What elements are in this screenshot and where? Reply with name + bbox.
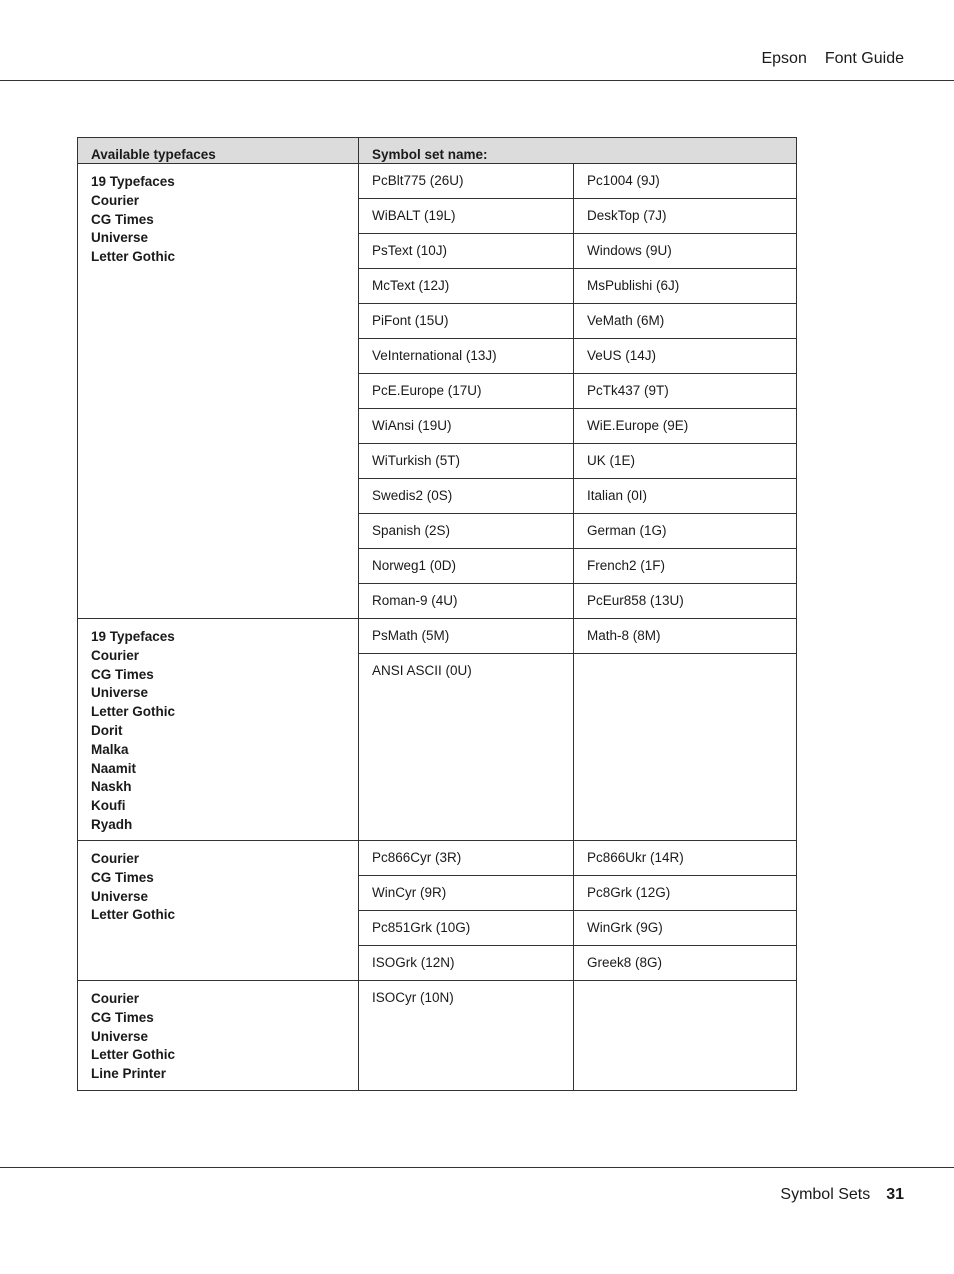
symbol-set-cell: Norweg1 (0D) xyxy=(359,549,574,584)
typeface-name: CG Times xyxy=(91,211,154,227)
typeface-name: Courier xyxy=(91,991,140,1006)
typeface-list-cell xyxy=(78,841,359,981)
typeface-name: CG Times xyxy=(91,666,154,682)
symbol-set-cell xyxy=(574,981,797,1091)
symbol-set-cell: MsPublishi (6J) xyxy=(574,269,797,304)
typeface-name: 19 Typefaces xyxy=(91,629,175,644)
col-header-typefaces: Available typefaces xyxy=(78,138,359,164)
symbol-set-cell: WiTurkish (5T) xyxy=(359,444,574,479)
symbol-set-cell: French2 (1F) xyxy=(574,549,797,584)
typeface-name: Letter Gothic xyxy=(91,704,176,720)
typeface-name: Universe xyxy=(91,685,149,701)
symbol-set-cell: Italian (0I) xyxy=(574,479,797,514)
typeface-name: Universe xyxy=(91,888,149,904)
typeface-name: Line Printer xyxy=(91,1066,167,1082)
typeface-name: Dorit xyxy=(91,722,123,738)
typeface-name: Letter Gothic xyxy=(91,1047,176,1063)
typeface-name: Malka xyxy=(91,741,129,757)
typeface-list-cell xyxy=(78,164,359,619)
typeface-list-cell xyxy=(78,619,359,841)
table-row xyxy=(78,619,797,654)
symbol-set-cell: Roman-9 (4U) xyxy=(359,584,574,619)
symbol-set-cell: WiE.Europe (9E) xyxy=(574,409,797,444)
typeface-name: Courier xyxy=(91,647,140,663)
table-body xyxy=(78,164,797,1091)
symbol-set-cell: ISOCyr (10N) xyxy=(359,981,574,1091)
table-row xyxy=(78,841,797,876)
symbol-set-cell: Pc1004 (9J) xyxy=(574,164,797,199)
running-header xyxy=(761,50,904,68)
symbol-set-cell: ISOGrk (12N) xyxy=(359,946,574,981)
header-rule xyxy=(0,80,954,81)
typeface-name: Letter Gothic xyxy=(91,249,176,265)
table-header-row xyxy=(78,138,797,164)
symbol-set-cell: ANSI ASCII (0U) xyxy=(359,654,574,841)
symbol-set-cell: PcE.Europe (17U) xyxy=(359,374,574,409)
symbol-set-cell: VeUS (14J) xyxy=(574,339,797,374)
typeface-name: Courier xyxy=(91,851,140,866)
symbol-set-cell: PcTk437 (9T) xyxy=(574,374,797,409)
symbol-set-cell: Pc866Cyr (3R) xyxy=(359,841,574,876)
typeface-name: Courier xyxy=(91,192,140,208)
symbol-set-cell: German (1G) xyxy=(574,514,797,549)
typeface-name: Naamit xyxy=(91,760,137,776)
running-footer xyxy=(780,1186,904,1204)
typeface-name: 19 Typefaces xyxy=(91,174,175,189)
symbol-set-cell: Math-8 (8M) xyxy=(574,619,797,654)
symbol-set-cell: PiFont (15U) xyxy=(359,304,574,339)
symbol-set-cell: Windows (9U) xyxy=(574,234,797,269)
symbol-set-cell: PcBlt775 (26U) xyxy=(359,164,574,199)
symbol-set-cell: UK (1E) xyxy=(574,444,797,479)
symbol-set-cell: WiBALT (19L) xyxy=(359,199,574,234)
header-brand: Epson xyxy=(761,50,807,67)
footer-section: Symbol Sets xyxy=(780,1186,871,1203)
symbol-set-cell: WinGrk (9G) xyxy=(574,911,797,946)
symbol-set-cell xyxy=(574,654,797,841)
typeface-name: Naskh xyxy=(91,779,132,795)
col-header-symbol-set: Symbol set name: xyxy=(359,138,797,164)
symbol-set-cell: PsMath (5M) xyxy=(359,619,574,654)
symbol-set-cell: PcEur858 (13U) xyxy=(574,584,797,619)
symbol-set-cell: Pc851Grk (10G) xyxy=(359,911,574,946)
symbol-set-cell: DeskTop (7J) xyxy=(574,199,797,234)
typeface-name: Letter Gothic xyxy=(91,907,176,923)
symbol-set-cell: Pc8Grk (12G) xyxy=(574,876,797,911)
symbol-set-cell: Pc866Ukr (14R) xyxy=(574,841,797,876)
page-number: 31 xyxy=(886,1186,904,1203)
symbol-set-table xyxy=(77,137,797,1091)
symbol-set-cell: Spanish (2S) xyxy=(359,514,574,549)
symbol-set-cell: VeMath (6M) xyxy=(574,304,797,339)
symbol-set-cell: Greek8 (8G) xyxy=(574,946,797,981)
symbol-set-cell: Swedis2 (0S) xyxy=(359,479,574,514)
typeface-name: Koufi xyxy=(91,798,126,814)
symbol-set-cell: VeInternational (13J) xyxy=(359,339,574,374)
symbol-set-cell: WinCyr (9R) xyxy=(359,876,574,911)
typeface-list-cell xyxy=(78,981,359,1091)
header-guide-title: Font Guide xyxy=(824,50,904,67)
typeface-name: CG Times xyxy=(91,1009,154,1025)
typeface-name: Ryadh xyxy=(91,816,133,832)
table-row xyxy=(78,164,797,199)
typeface-name: Universe xyxy=(91,230,149,246)
footer-rule xyxy=(0,1167,954,1168)
symbol-set-cell: McText (12J) xyxy=(359,269,574,304)
typeface-name: Universe xyxy=(91,1028,149,1044)
typeface-name: CG Times xyxy=(91,869,154,885)
symbol-set-cell: WiAnsi (19U) xyxy=(359,409,574,444)
symbol-set-cell: PsText (10J) xyxy=(359,234,574,269)
table-row xyxy=(78,981,797,1091)
